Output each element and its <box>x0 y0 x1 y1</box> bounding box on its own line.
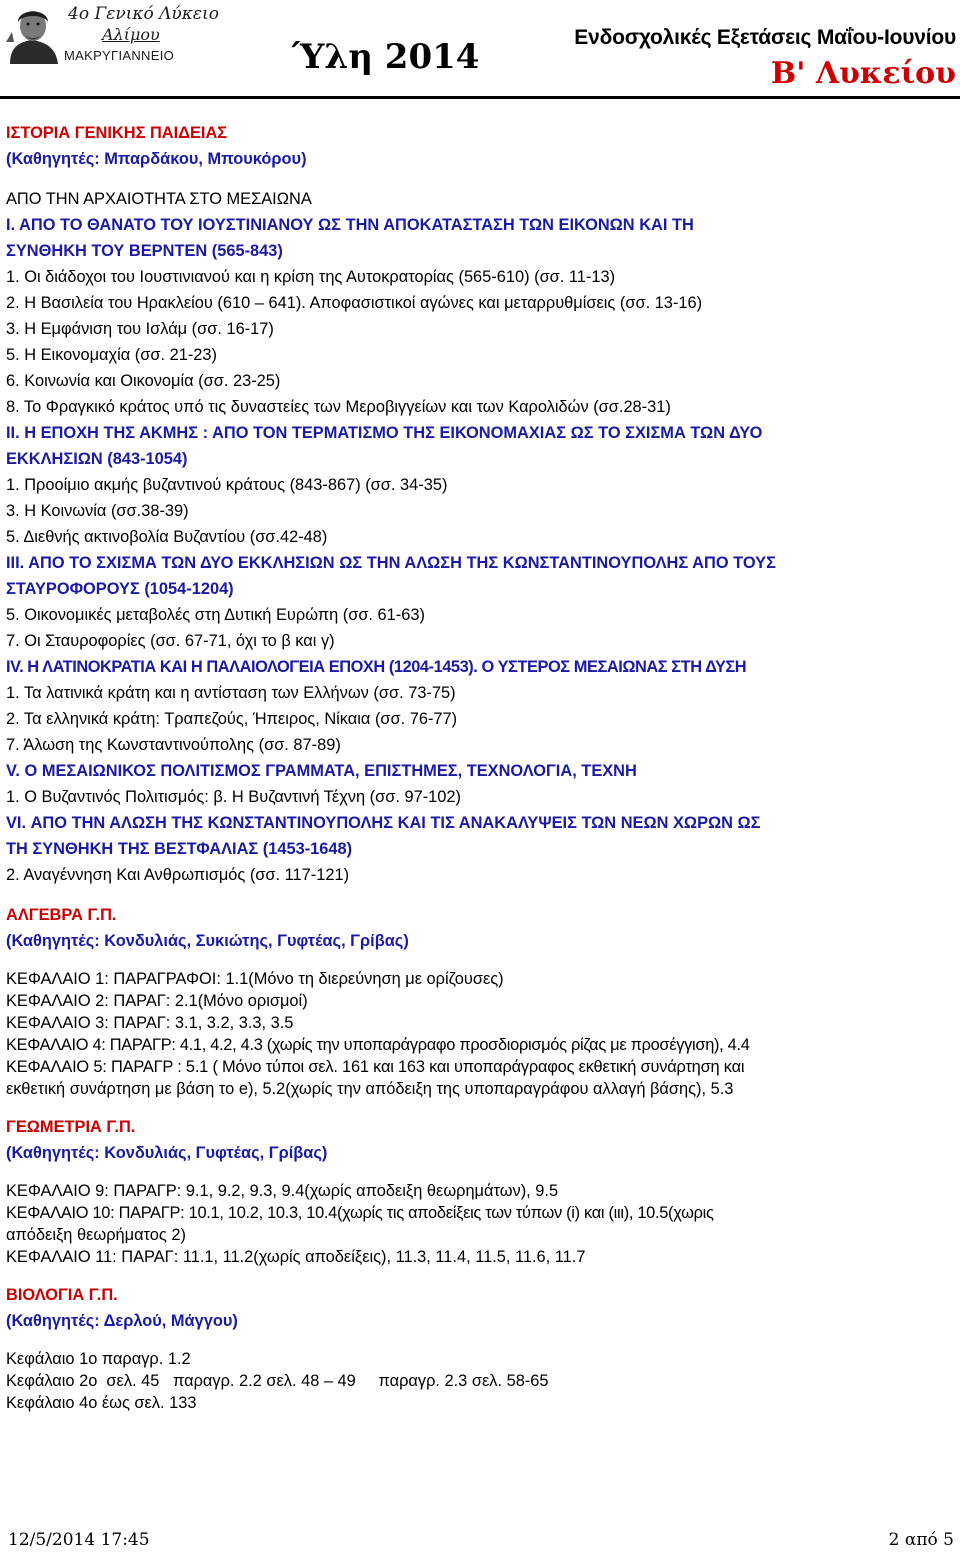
geometry-teachers: (Καθηγητές: Κονδυλιάς, Γυφτέας, Γρίβας) <box>6 1144 328 1162</box>
spacer <box>6 1334 956 1348</box>
spacer <box>6 954 956 968</box>
biology-teachers: (Καθηγητές: Δερλού, Μάγγου) <box>6 1312 238 1330</box>
history-heading: ΤΗ ΣΥΝΘΗΚΗ ΤΗΣ ΒΕΣΤΦΑΛΙΑΣ (1453-1648) <box>6 840 353 858</box>
history-line: 2. Τα ελληνικά κράτη: Τραπεζούς, Ήπειρος, Νίκαια (σσ. 76-77) <box>6 710 458 728</box>
history-teachers: (Καθηγητές: Μπαρδάκου, Μπουκόρου) <box>6 150 307 168</box>
history-heading: ΣΤΑΥΡΟΦΟΡΟΥΣ (1054-1204) <box>6 580 234 598</box>
history-line: 8. Το Φραγκικό κράτος υπό τις δυναστείες των Μεροβιγγείων και των Καρολιδών (σσ.28-31) <box>6 398 671 416</box>
biology-line: Κεφάλαιο 4ο έως σελ. 133 <box>6 1394 197 1412</box>
document-body <box>6 120 956 1414</box>
algebra-teachers: (Καθηγητές: Κονδυλιάς, Συκιώτης, Γυφτέας, Γρίβας) <box>6 932 409 950</box>
history-line: 1. Τα λατινικά κράτη και η αντίσταση των Ελλήνων (σσ. 73-75) <box>6 684 456 702</box>
history-line: 7. Άλωση της Κωνσταντινούπολης (σσ. 87-89) <box>6 736 341 754</box>
grade-title: Β' Λυκείου <box>770 56 956 91</box>
spacer <box>6 1268 956 1282</box>
history-line: 2. Αναγέννηση Και Ανθρωπισμός (σσ. 117-121) <box>6 866 350 884</box>
page-header <box>0 0 960 100</box>
history-heading: ΕΚΚΛΗΣΙΩΝ (843-1054) <box>6 450 188 468</box>
print-datetime: 12/5/2014 17:45 <box>8 1530 150 1550</box>
geometry-line: ΚΕΦΑΛΑΙΟ 9: ΠΑΡΑΓΡ: 9.1, 9.2, 9.3, 9.4(χωρίς αποδειξη θεωρημάτων), 9.5 <box>6 1182 559 1200</box>
logo-school-location: Αλίμου <box>102 25 160 44</box>
spacer <box>6 1100 956 1114</box>
history-line: 5. Διεθνής ακτινοβολία Βυζαντίου (σσ.42-48) <box>6 528 328 546</box>
geometry-line: ΚΕΦΑΛΑΙΟ 10: ΠΑΡΑΓΡ: 10.1, 10.2, 10.3, 10.4(χωρίς τις αποδείξεις των τύπων (i) και (ιιι), 10.5(χωρις <box>6 1204 714 1222</box>
spacer <box>6 888 956 902</box>
algebra-line: ΚΕΦΑΛΑΙΟ 5: ΠΑΡΑΓΡ : 5.1 ( Μόνο τύποι σελ. 161 και 163 και υποπαράγραφος εκθετική συνάρτηση και <box>6 1058 745 1076</box>
biology-line: Κεφάλαιο 1ο παραγρ. 1.2 <box>6 1350 191 1368</box>
biology-line: Κεφάλαιο 2ο σελ. 45 παραγρ. 2.2 σελ. 48 – 49 παραγρ. 2.3 σελ. 58-65 <box>6 1372 549 1390</box>
syllabus-title: Ύλη 2014 <box>292 37 480 77</box>
history-line: 1. Προοίμιο ακμής βυζαντινού κράτους (843-867) (σσ. 34-35) <box>6 476 448 494</box>
algebra-line: ΚΕΦΑΛΑΙΟ 4: ΠΑΡΑΓΡ: 4.1, 4.2, 4.3 (χωρίς την υποπαράγραφο προσδιορισμός ρίζας με προσέγγιση), 4.4 <box>6 1036 750 1054</box>
history-heading: ΙΙΙ. ΑΠΟ ΤΟ ΣΧΙΣΜΑ ΤΩΝ ΔΥΟ ΕΚΚΛΗΣΙΩΝ ΩΣ ΤΗΝ ΑΛΩΣΗ ΤΗΣ ΚΩΝΣΤΑΝΤΙΝΟΥΠΟΛΗΣ ΑΠΟ ΤΟΥΣ <box>6 554 776 572</box>
biology-section-title: ΒΙΟΛΟΓΙΑ Γ.Π. <box>6 1286 118 1304</box>
history-heading: ΙΙ. Η ΕΠΟΧΗ ΤΗΣ ΑΚΜΗΣ : ΑΠΟ ΤΟΝ ΤΕΡΜΑΤΙΣΜΟ ΤΗΣ ΕΙΚΟΝΟΜΑΧΙΑΣ ΩΣ ΤΟ ΣΧΙΣΜΑ ΤΩΝ ΔΥΟ <box>6 424 763 442</box>
header-divider <box>0 96 960 99</box>
history-line: 5. Οικονομικές μεταβολές στη Δυτική Ευρώπη (σσ. 61-63) <box>6 606 425 624</box>
logo-school-number: 4ο Γενικό Λύκειο <box>68 4 219 24</box>
history-heading: IV. Η ΛΑΤΙΝΟΚΡΑΤΙΑ ΚΑΙ Η ΠΑΛΑΙΟΛΟΓΕΙΑ ΕΠΟΧΗ (1204-1453). Ο ΥΣΤΕΡΟΣ ΜΕΣΑΙΩΝΑΣ ΣΤΗ ΔΥΣΗ <box>6 658 747 676</box>
history-line: 1. Ο Βυζαντινός Πολιτισμός: β. Η Βυζαντινή Τέχνη (σσ. 97-102) <box>6 788 461 806</box>
page-number: 2 από 5 <box>888 1530 954 1550</box>
history-line: ΑΠΟ ΤΗΝ ΑΡΧΑΙΟΤΗΤΑ ΣΤΟ ΜΕΣΑΙΩΝΑ <box>6 190 312 208</box>
algebra-line: ΚΕΦΑΛΑΙΟ 2: ΠΑΡΑΓ: 2.1(Μόνο ορισμοί) <box>6 992 308 1010</box>
geometry-section-title: ΓΕΩΜΕΤΡΙΑ Γ.Π. <box>6 1118 136 1136</box>
history-line: 5. Η Εικονομαχία (σσ. 21-23) <box>6 346 217 364</box>
history-line: 7. Οι Σταυροφορίες (σσ. 67-71, όχι το β και γ) <box>6 632 335 650</box>
algebra-section-title: ΑΛΓΕΒΡΑ Γ.Π. <box>6 906 117 924</box>
history-line: 1. Οι διάδοχοι του Ιουστινιανού και η κρίση της Αυτοκρατορίας (565-610) (σσ. 11-13) <box>6 268 616 286</box>
history-line: 2. Η Βασιλεία του Ηρακλείου (610 – 641). Αποφασιστικοί αγώνες και μεταρρυθμίσεις (σσ. 13-16) <box>6 294 703 312</box>
history-heading: Ι. ΑΠΟ ΤΟ ΘΑΝΑΤΟ ΤΟΥ ΙΟΥΣΤΙΝΙΑΝΟΥ ΩΣ ΤΗΝ ΑΠΟΚΑΤΑΣΤΑΣΗ ΤΩΝ ΕΙΚΟΝΩΝ ΚΑΙ ΤΗ <box>6 216 694 234</box>
history-heading: ΣΥΝΘΗΚΗ ΤΟΥ ΒΕΡΝΤΕΝ (565-843) <box>6 242 283 260</box>
algebra-line: εκθετική συνάρτηση με βάση το e), 5.2(χωρίς την απόδειξη της υποπαραγράφου αλλαγή βάσης), 5.3 <box>6 1080 734 1098</box>
history-line: 3. Η Εμφάνιση του Ισλάμ (σσ. 16-17) <box>6 320 274 338</box>
history-heading: V. Ο ΜΕΣΑΙΩΝΙΚΟΣ ΠΟΛΙΤΙΣΜΟΣ ΓΡΑΜΜΑΤΑ, ΕΠΙΣΤΗΜΕΣ, ΤΕΧΝΟΛΟΓΙΑ, ΤΕΧΝΗ <box>6 762 637 780</box>
spacer <box>6 1166 956 1180</box>
algebra-line: ΚΕΦΑΛΑΙΟ 3: ΠΑΡΑΓ: 3.1, 3.2, 3.3, 3.5 <box>6 1014 294 1032</box>
algebra-line: ΚΕΦΑΛΑΙΟ 1: ΠΑΡΑΓΡΑΦΟΙ: 1.1(Μόνο τη διερεύνηση με ορίζουσες) <box>6 970 504 988</box>
geometry-line: ΚΕΦΑΛΑΙΟ 11: ΠΑΡΑΓ: 11.1, 11.2(χωρίς αποδείξεις), 11.3, 11.4, 11.5, 11.6, 11.7 <box>6 1248 586 1266</box>
history-line: 3. Η Κοινωνία (σσ.38-39) <box>6 502 189 520</box>
history-section-title: ΙΣΤΟΡΙΑ ΓΕΝΙΚΗΣ ΠΑΙΔΕΙΑΣ <box>6 124 228 142</box>
spacer <box>6 172 956 186</box>
history-heading: VI. ΑΠΟ ΤΗΝ ΑΛΩΣΗ ΤΗΣ ΚΩΝΣΤΑΝΤΙΝΟΥΠΟΛΗΣ ΚΑΙ ΤΙΣ ΑΝΑΚΑΛΥΨΕΙΣ ΤΩΝ ΝΕΩΝ ΧΩΡΩΝ ΩΣ <box>6 814 761 832</box>
logo-school-name: ΜΑΚΡΥΓΙΑΝΝΕΙΟ <box>64 48 175 63</box>
exam-title: Ενδοσχολικές Εξετάσεις Μαΐου-Ιουνίου <box>574 26 956 49</box>
school-logo <box>2 2 219 66</box>
portrait-icon <box>2 2 64 66</box>
geometry-line: απόδειξη θεωρήματος 2) <box>6 1226 186 1244</box>
history-line: 6. Κοινωνία και Οικονομία (σσ. 23-25) <box>6 372 281 390</box>
